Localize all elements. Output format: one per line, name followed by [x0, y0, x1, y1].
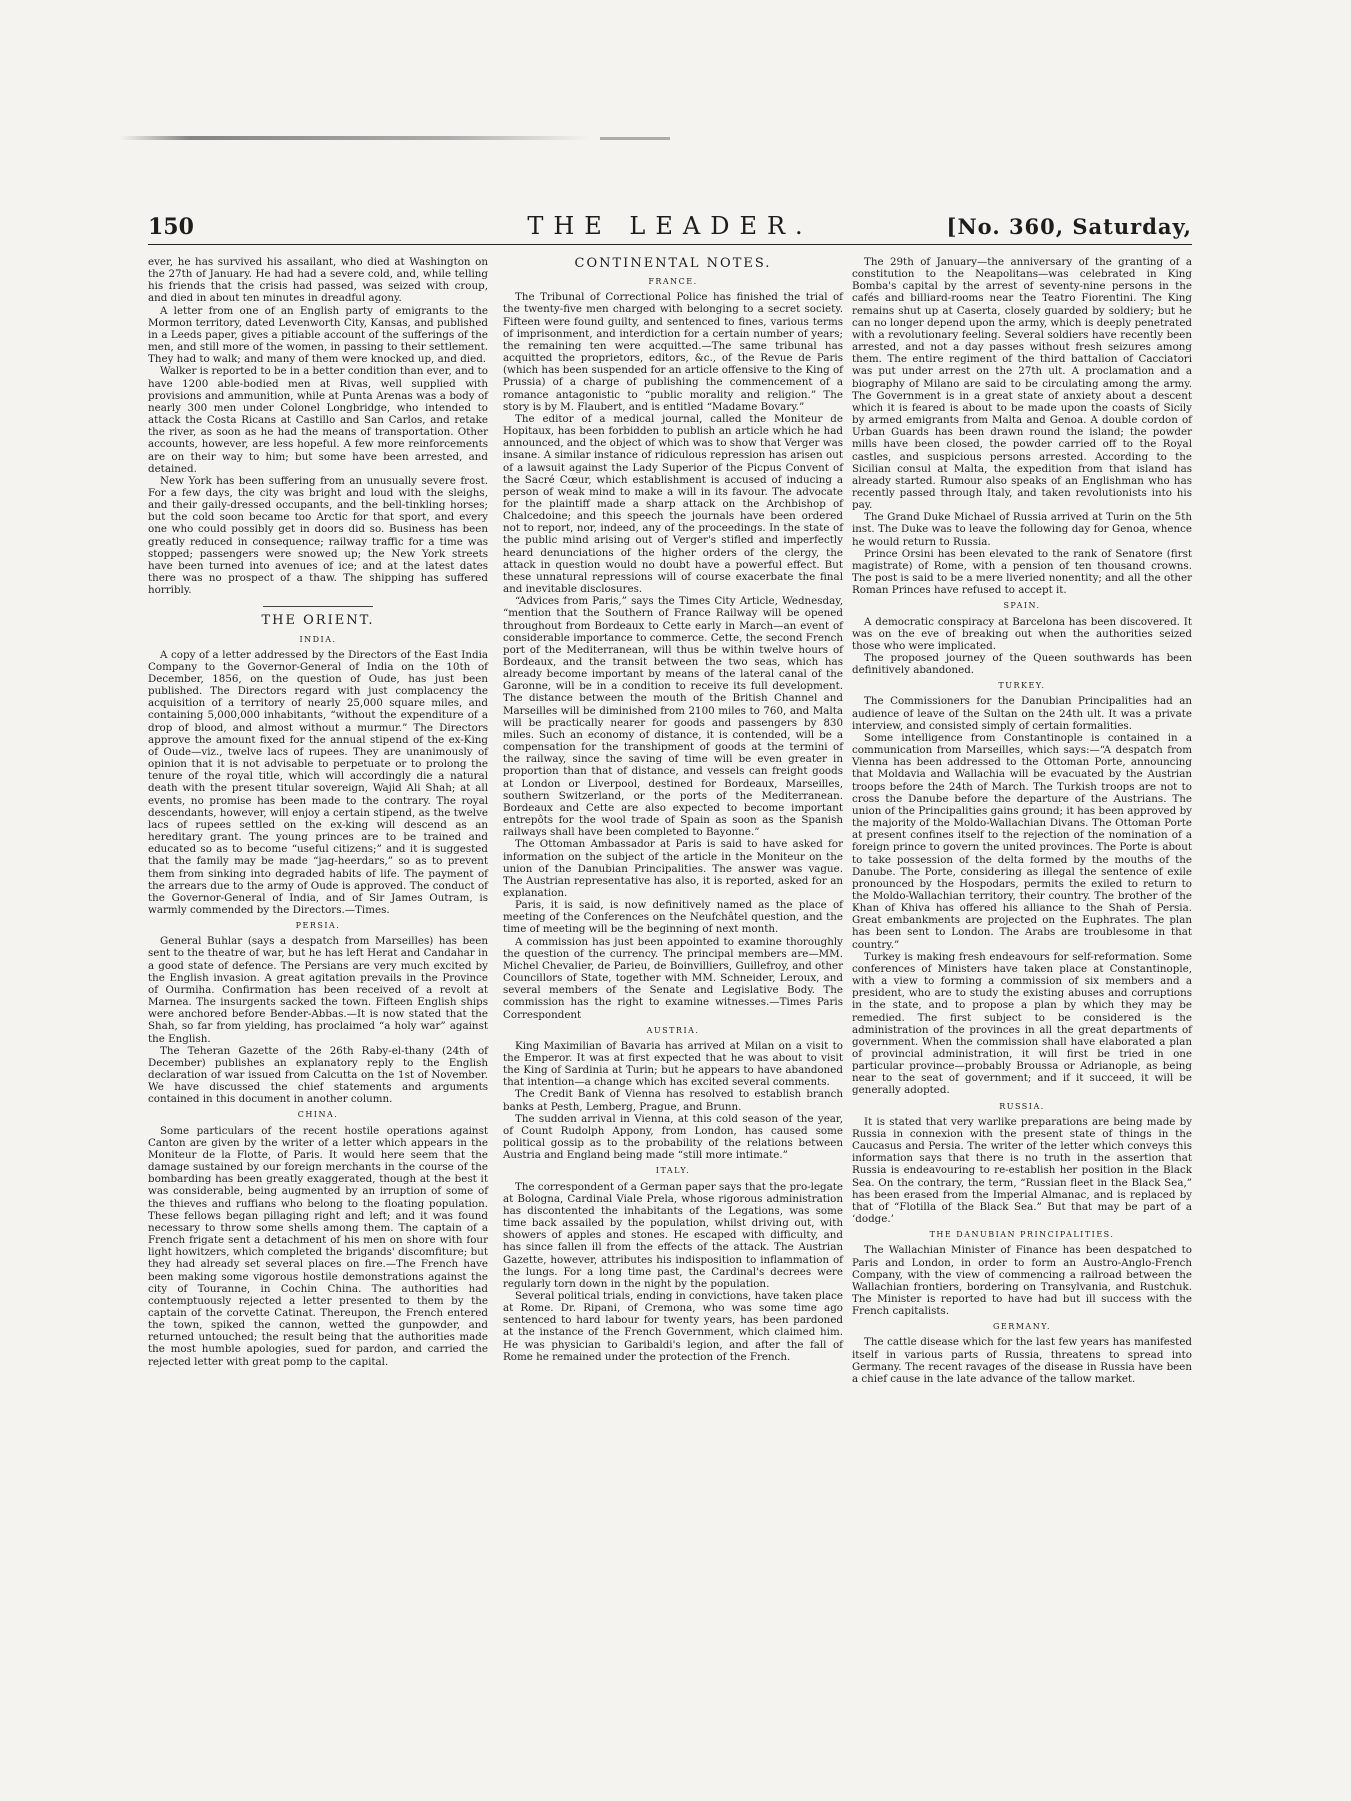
subsection-heading: THE DANUBIAN PRINCIPALITIES.	[929, 1230, 1115, 1240]
subsection-heading: TURKEY.	[998, 681, 1046, 691]
paragraph: Turkey is making fresh endeavours for self-reformation. Some conferences of Ministers have taken place at Constantinople, with a view to forming a commission of six members and a president, who are to study the existing abuses and corruptions in the state, and to propose a plan by which they may be remedied. The first subject to be considered is the administration of the provinces in all the great departments of government. When the commission shall have elaborated a plan of provincial administration, it will first be tried in one particular province—probably Broussa or Adrianople, as being near to the seat of government; and if it succeed, it will be generally adopted.	[852, 950, 1192, 1097]
paragraph: The Wallachian Minister of Finance has been despatched to Paris and London, in order to form an Austro-Anglo-French Company, with the view of commencing a railroad between the Wallachian frontiers, bordering on Transylvania, and Rustchuk. The Minister is reported to have had but ill success with the French capitalists.	[852, 1244, 1192, 1318]
subsection-heading: RUSSIA.	[999, 1101, 1045, 1111]
paragraph: The editor of a medical journal, called the Moniteur de Hopitaux, has been forbidden to publish an article which he had announced, and the object of which was to show that Verger was insane. A similar instance of ridiculous repression has arisen out of a lawsuit against the Lady Superior of the Picpus Convent of the Sacré Cœur, which establishment is accused of inducing a person of weak mind to make a will in its favour. The advocate for the plaintiff made a sharp attack on the Archbishop of Chalcedoine; and this speech the journals have been ordered not to report, nor, indeed, any of the proceedings. In the state of the public mind arising out of Verger's stifled and imperfectly heard denunciations of the higher orders of the clergy, the attack in question would no doubt have a powerful effect. But these unnatural repressions will of course exacerbate the final and inevitable disclosures.	[503, 412, 843, 596]
subsection-heading: FRANCE.	[648, 277, 698, 287]
paragraph: The Tribunal of Correctional Police has finished the trial of the twenty-five men charged with belonging to a secret society. Fifteen were found guilty, and sentenced to fines, various terms of imprisonment, and interdiction for a certain number of years; the remaining ten were acquitted.—The same tribunal has acquitted the proprietors, editors, &c., of the Revue de Paris (which has been suspended for an article offensive to the King of Prussia) of a charge of publishing the commencement of a romance antagonistic to “public morality and religion.” The story is by M. Flaubert, and is entitled “Madame Bovary.”	[503, 291, 843, 413]
paragraph: The cattle disease which for the last few years has manifested itself in various parts of Russia, threatens to spread into Germany. The recent ravages of the disease in Russia have been a chief cause in the late advance of the tallow market.	[852, 1336, 1192, 1385]
page-header	[148, 210, 1192, 245]
paragraph: The correspondent of a German paper says that the pro-legate at Bologna, Cardinal Viale Prela, whose rigorous administration has discontented the inhabitants of the Legations, was some time back assailed by the population, whilst driving out, with showers of apples and stones. He escaped with difficulty, and has since fallen ill from the effects of the attack. The Austrian Gazette, however, attributes his indisposition to inflammation of the lungs. For a long time past, the Cardinal's decrees were regularly torn down in the night by the population.	[503, 1180, 843, 1290]
paragraph: The Teheran Gazette of the 26th Raby-el-thany (24th of December) publishes an explanatory reply to the English declaration of war issued from Calcutta on the 1st of November. We have discussed the chief statements and arguments contained in this document in another column.	[148, 1044, 488, 1106]
paragraph: The sudden arrival in Vienna, at this cold season of the year, of Count Rudolph Appony, from London, has caused some political gossip as to the probability of the relations between Austria and England being made “still more intimate.”	[503, 1112, 843, 1162]
paragraph: King Maximilian of Bavaria has arrived at Milan on a visit to the Emperor. It was at first expected that he was about to visit the King of Sardinia at Turin; but he appears to have abandoned that intention—a change which has excited several comments.	[503, 1039, 843, 1089]
subsection-heading: SPAIN.	[1003, 601, 1041, 611]
paragraph: New York has been suffering from an unusually severe frost. For a few days, the city was bright and loud with the sleighs, and their gaily-dressed occupants, and the bell-tinkling horses; but the cold soon became too Arctic for that sport, and every one who could possibly get in doors did so. Business has been greatly reduced in consequence; railway traffic for a time was stopped; passengers were snowed up; the New York streets have been turned into avenues of ice; and at the latest dates there was no prospect of a thaw. The shipping has suffered horribly.	[148, 474, 488, 597]
paragraph: The Credit Bank of Vienna has resolved to establish branch banks at Pesth, Lemberg, Prague, and Brunn.	[503, 1088, 843, 1113]
subsection-heading: GERMANY.	[992, 1322, 1051, 1332]
column-2	[503, 256, 843, 1363]
issue-dateline: [No. 360, Saturday,	[946, 214, 1192, 239]
paragraph: The proposed journey of the Queen southwards has been definitively abandoned.	[852, 652, 1192, 677]
paragraph: A copy of a letter addressed by the Directors of the East India Company to the Governor-General of India on the 10th of December, 1856, on the question of Oude, has just been published. The Directors regard with just complacency the acquisition of a territory of nearly 25,000 square miles, and containing 5,000,000 inhabitants, “without the expenditure of a drop of blood, and almost without a murmur.” The Directors approve the amount fixed for the annual stipend of the ex-King of Oude—viz., twelve lacs of rupees. They are unanimously of opinion that it is not advisable to perpetuate or to prolong the tenure of the royal title, which will accordingly die a natural death with the present titular sovereign, Wajid Ali Shah; at all events, no promise has been made to the contrary. The royal descendants, however, will enjoy a certain stipend, as the twelve lacs of rupees settled on the ex-king will descend as an hereditary grant. The young princes are to be trained and educated so as to become “useful citizens;” and it is suggested that the family may be made “jag-heerdars,” so as to prevent them from sinking into degraded habits of life. The payment of the arrears due to the army of Oude is approved. The conduct of the Governor-General of India, and of Sir James Outram, is warmly commended by the Directors.—Times.	[148, 648, 488, 916]
section-divider	[263, 606, 373, 607]
scan-streak	[120, 136, 590, 140]
subsection-heading: INDIA.	[299, 634, 337, 644]
paragraph: Paris, it is said, is now definitively named as the place of meeting of the Conferences on the Neufchâtel question, and the time of meeting will be the beginning of next month.	[503, 899, 843, 936]
paragraph: “Advices from Paris,” says the Times City Article, Wednesday, “mention that the Southern of France Railway will be opened throughout from Bordeaux to Cette early in March—an event of considerable importance to commerce. Cette, the second French port of the Mediterranean, will thus be within twelve hours of Bordeaux, and the transit between the two seas, which has already become important by means of the lateral canal of the Garonne, will be in a condition to receive its full development. The distance between the mouth of the British Channel and Marseilles will be diminished from 2100 miles to 760, and Malta will be practically nearer for goods and passengers by 830 miles. Such an economy of distance, it is contended, will be a compensation for the transhipment of goods at the termini of the railway, since the saving of time will be even greater in proportion than that of distance, and vessels can freight goods at London or Liverpool, destined for Bordeaux, Marseilles, southern Switzerland, or the ports of the Mediterranean. Bordeaux and Cette are also expected to become important entrepôts for the wool trade of Spain as soon as the Spanish railways shall have been completed to Bayonne.”	[503, 595, 843, 839]
paragraph: Several political trials, ending in convictions, have taken place at Rome. Dr. Ripani, of Cremona, who was some time ago sentenced to hard labour for twenty years, has been pardoned at the instance of the French Government, which claimed him. He was physician to Garibaldi's legion, and after the fall of Rome he remained under the protection of the French.	[503, 1289, 843, 1363]
paragraph: Prince Orsini has been elevated to the rank of Senatore (first magistrate) of Rome, with a pension of ten thousand crowns. The post is said to be a mere liveried nonentity; and all the other Roman Princes have refused to accept it.	[852, 547, 1192, 597]
subsection-heading: PERSIA.	[295, 921, 341, 931]
paragraph: Walker is reported to be in a better condition than ever, and to have 1200 able-bodied men at Rivas, well supplied with provisions and ammunition, while at Punta Arenas was a body of nearly 300 men under Colonel Longbridge, who intended to attack the Costa Ricans at Castillo and San Carlos, and retake the river, as soon as he had the means of transportation. Other accounts, however, are less hopeful. A few more reinforcements are on their way to him; but some have been arrested, and detained.	[148, 365, 488, 475]
section-title: CONTINENTAL NOTES.	[574, 256, 772, 271]
paragraph: ever, he has survived his assailant, who died at Washington on the 27th of January. He had had a severe cold, and, while telling his friends that the crisis had passed, was seized with croup, and died in about ten minutes in dreadful agony.	[148, 256, 488, 305]
paragraph: The Ottoman Ambassador at Paris is said to have asked for information on the subject of the article in the Moniteur on the union of the Danubian Principalities. The answer was vague. The Austrian representative has also, it is reported, asked for an explanation.	[503, 838, 843, 899]
paragraph: The 29th of January—the anniversary of the granting of a constitution to the Neapolitans—was celebrated in King Bomba's capital by the arrest of seventy-nine persons in the cafés and billiard-rooms near the Teatro Fiorentini. The King remains shut up at Caserta, closely guarded by soldiery; but he can no longer depend upon the army, which is deeply penetrated with a revolutionary feeling. Several soldiers have recently been arrested, and not a day passes without fresh seizures among them. The entire regiment of the third battalion of Cacciatori was put under arrest on the 27th ult. A proclamation and a biography of Milano are said to be circulating among the army. The Government is in a great state of anxiety about a descent which it is feared is about to be made upon the coasts of Sicily by armed emigrants from Malta and Genoa. A double cordon of Urban Guards has been drawn round the island; the powder mills have been closed, the powder carried off to the Royal castles, and suspicious persons arrested. According to the Sicilian consul at Malta, the expedition from that island has already started. Rumour also speaks of an Englishman who has recently passed through Italy, and taken revolutionists into his pay.	[852, 256, 1192, 512]
subsection-heading: AUSTRIA.	[646, 1025, 700, 1035]
page-number: 150	[148, 214, 194, 240]
paragraph: Some intelligence from Constantinople is contained in a communication from Marseilles, which says:—“A despatch from Vienna has been addressed to the Ottoman Porte, announcing that Moldavia and Wallachia will be evacuated by the Austrian troops before the 24th of March. The Turkish troops are not to cross the Danube before the departure of the Austrians. The union of the Principalities gains ground; it has been approved by the majority of the Moldo-Wallachian Divans. The Ottoman Porte at present confines itself to the rejection of the nomination of a foreign prince to govern the united provinces. The Porte is about to take possession of the delta formed by the mouths of the Danube. The Porte, considering as illegal the sentence of exile pronounced by the Hospodars, permits the exiled to return to the Moldo-Wallachian territory, their country. The brother of the Khan of Khiva has offered his alliance to the Shah of Persia. Great embankments are projected on the Euphrates. The plan has been sent to London. The Arabs are troublesome in that country.”	[852, 731, 1193, 951]
column-3	[852, 256, 1192, 1385]
paragraph: A commission has just been appointed to examine thoroughly the question of the currency. The principal members are—MM. Michel Chevalier, de Parieu, de Boinvilliers, Guillefroy, and other Councillors of State, together with MM. Schneider, Leroux, and several members of the Senate and Legislative Body. The commission has the right to examine witnesses.—Times Paris Correspondent	[503, 935, 843, 1021]
subsection-heading: CHINA.	[297, 1110, 339, 1120]
paragraph: It is stated that very warlike preparations are being made by Russia in connexion with the present state of things in the Caucasus and Persia. The writer of the letter which conveys this information says that there is no truth in the assertion that Russia is endeavouring to re-establish her position in the Black Sea. On the contrary, the term, “Russian fleet in the Black Sea,” has been erased from the Imperial Almanac, and is replaced by that of “Flotilla of the Black Sea.” But that may be part of a ‘dodge.’	[852, 1115, 1192, 1226]
subsection-heading: ITALY.	[655, 1166, 691, 1176]
paragraph: A letter from one of an English party of emigrants to the Mormon territory, dated Levenworth City, Kansas, and published in a Leeds paper, gives a pitiable account of the sufferings of the men, and still more of the women, in passing to their settlement. They had to walk; and many of them were knocked up, and died.	[148, 304, 488, 366]
paragraph: Some particulars of the recent hostile operations against Canton are given by the writer of a letter which appears in the Moniteur de la Flotte, of Paris. It would here seem that the damage sustained by our foreign merchants in the course of the bombarding has been greatly exaggerated, though at the best it was considerable, being augmented by an irruption of some of the thieves and ruffians who belong to the floating population. These fellows began pillaging right and left; and it was found necessary to throw some shells among them. The captain of a French frigate sent a detachment of his men on shore with four light howitzers, which completed the brigands' discomfiture; but they had already set several places on fire.—The French have been making some vigorous hostile demonstrations against the city of Touranne, in Cochin China. The authorities had contemptuously rejected a letter presented to them by the captain of the corvette Catinat. Thereupon, the French entered the town, spiked the cannon, wetted the gunpowder, and returned untouched; the result being that the authorities made the most humble apologies, sued for pardon, and carried the rejected letter with great pomp to the capital.	[148, 1124, 488, 1368]
paragraph: The Commissioners for the Danubian Principalities had an audience of leave of the Sultan on the 24th ult. It was a private interview, and consisted simply of certain formalities.	[852, 695, 1192, 732]
column-1	[148, 256, 488, 1368]
paragraph: The Grand Duke Michael of Russia arrived at Turin on the 5th inst. The Duke was to leave the following day for Genoa, whence he would return to Russia.	[852, 511, 1192, 548]
paragraph: A democratic conspiracy at Barcelona has been discovered. It was on the eve of breaking out when the authorities seized those who were implicated.	[852, 615, 1192, 652]
scan-streak	[600, 137, 670, 140]
section-title: THE ORIENT.	[261, 613, 375, 629]
masthead: THE LEADER.	[527, 212, 813, 240]
paragraph: General Buhlar (says a despatch from Marseilles) has been sent to the theatre of war, but he has left Herat and Candahar in a good state of defence. The Persians are very much excited by the English invasion. A great agitation prevails in the Province of Ourmiha. Confirmation has been received of a revolt at Marnea. The insurgents sacked the town. Fifteen English ships were anchored before Bender-Abbas.—It is now stated that the Shah, so far from yielding, has proclaimed “a holy war” against the English.	[148, 935, 488, 1045]
